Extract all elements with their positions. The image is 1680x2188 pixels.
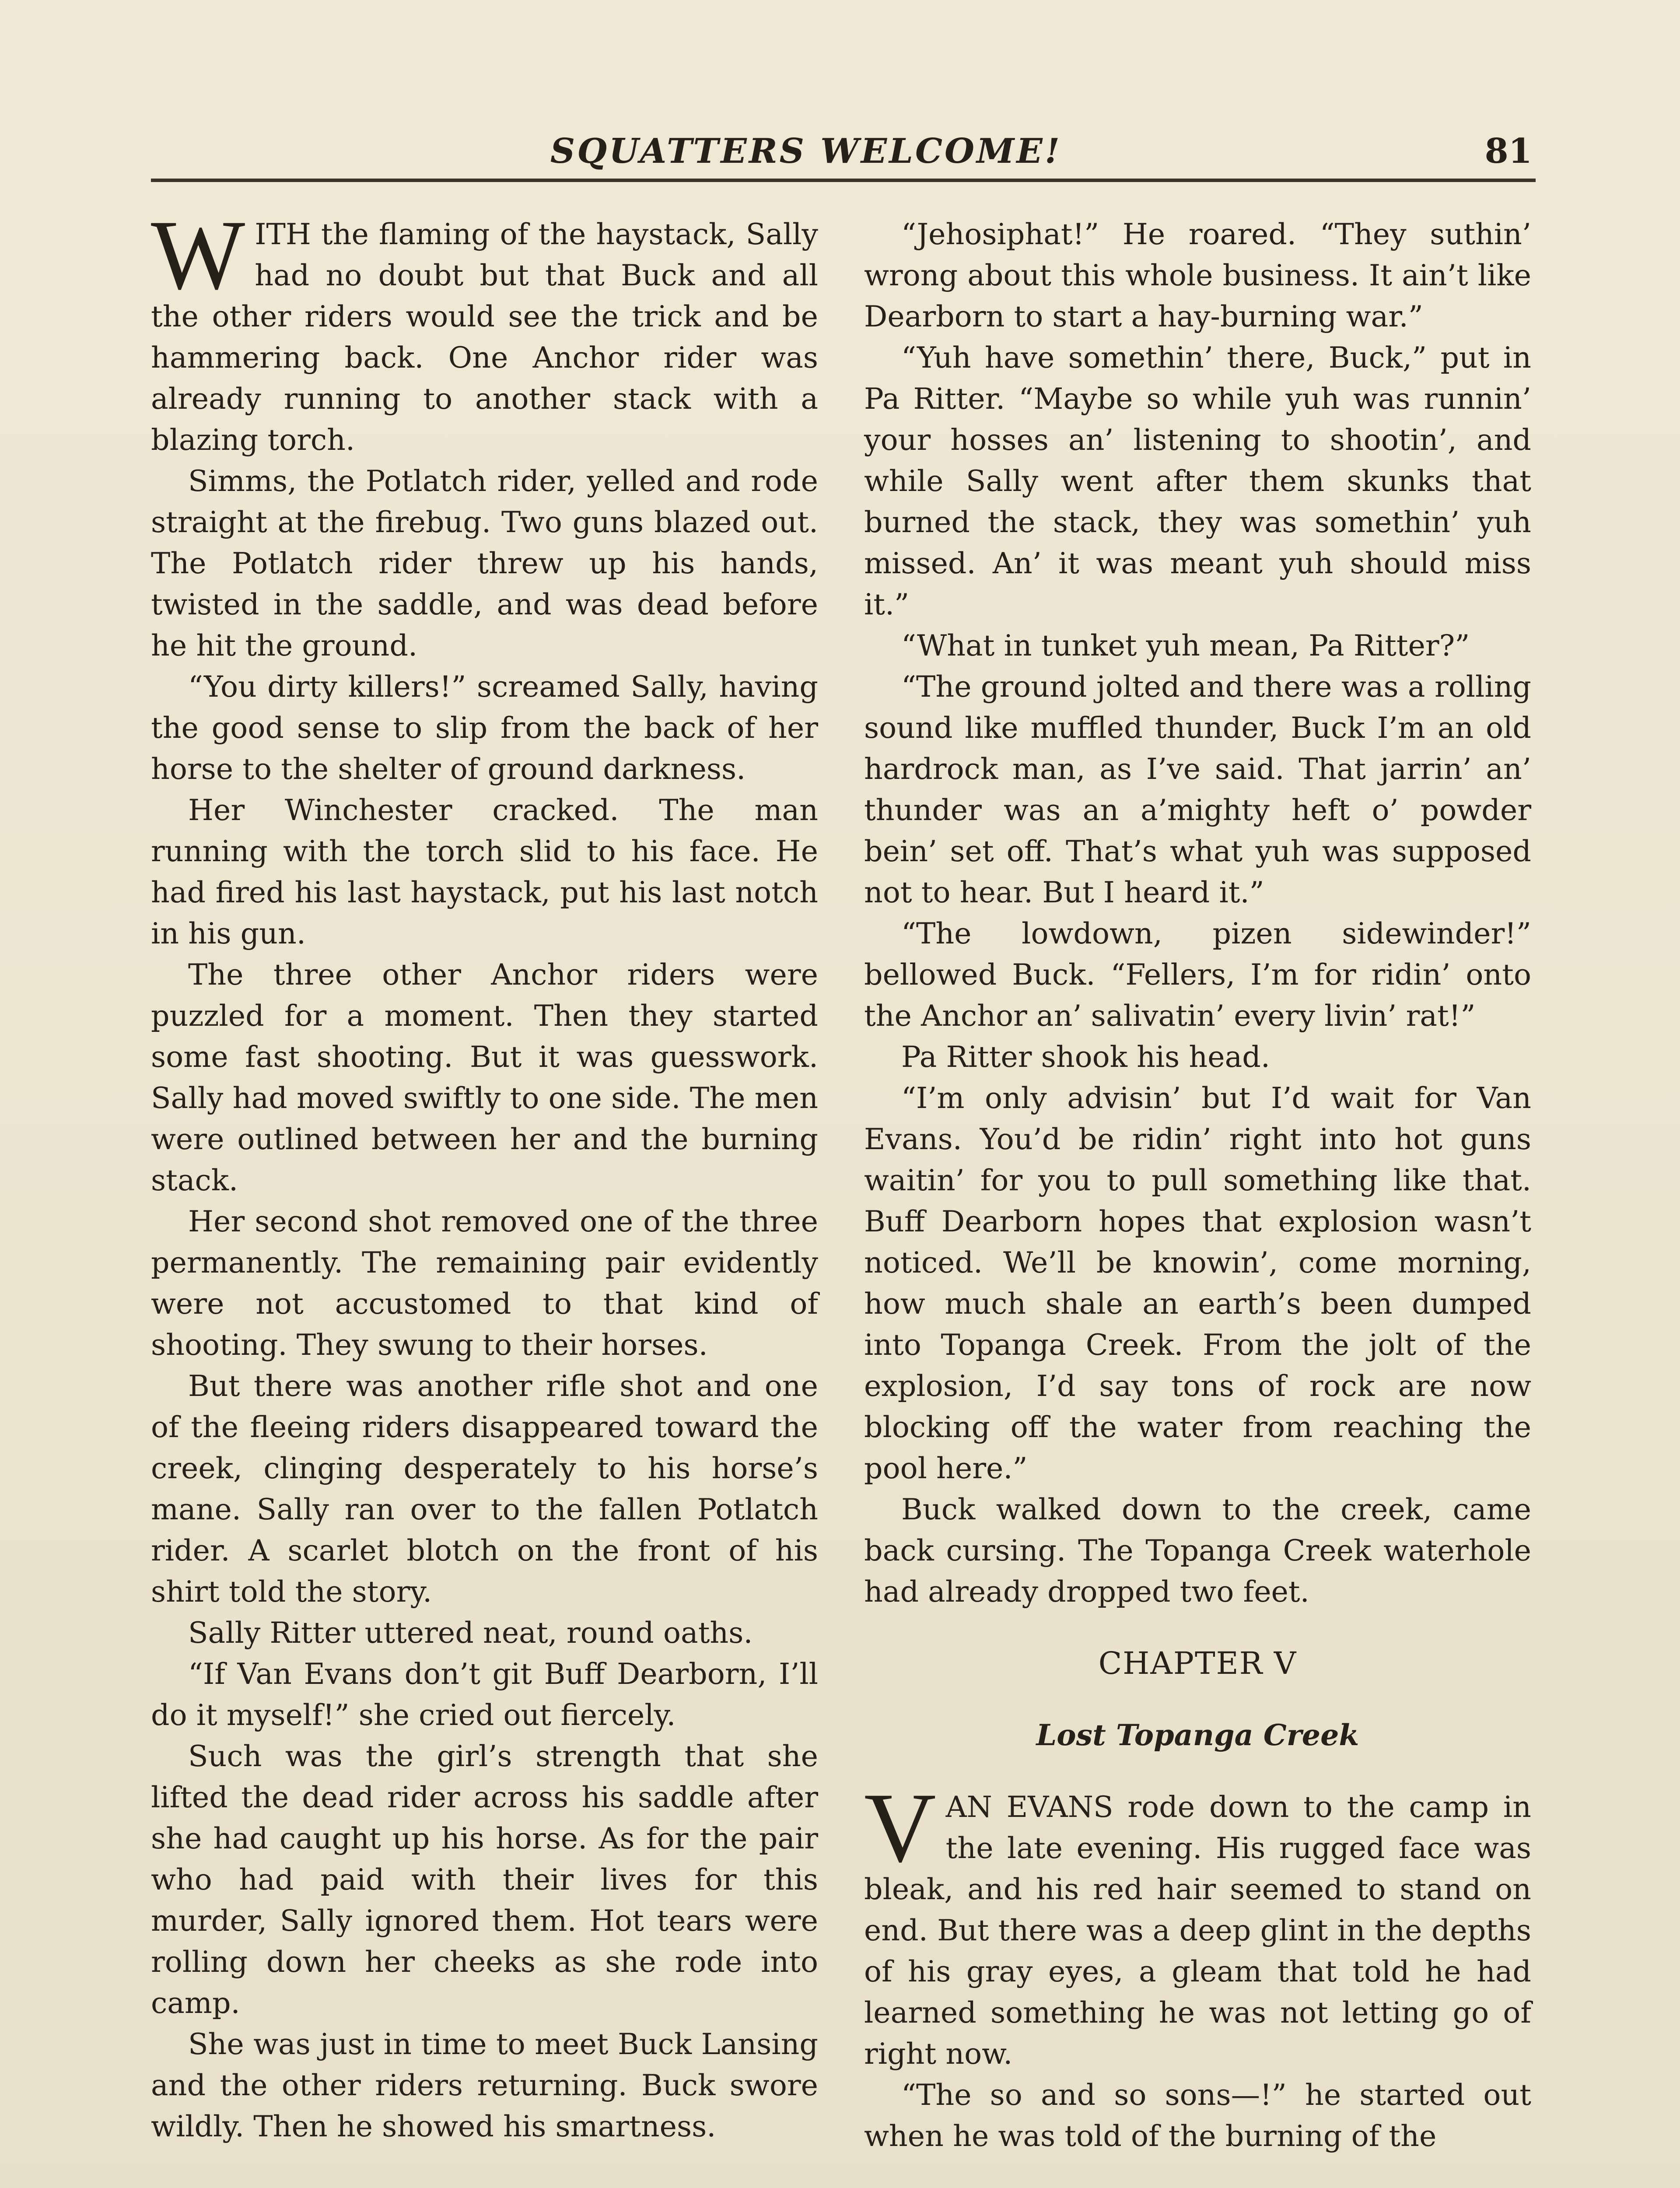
paragraph: The three other Anchor riders were puzzled for a moment. Then they started some fast shooting. But it was guesswork. Sally had moved swiftly to one side. The men were outlined between her and the burning stack. <box>151 957 818 1197</box>
paragraph: “I’m only advisin’ but I’d wait for Van Evans. You’d be ridin’ right into hot guns waitin’ for you to pull something like that. Buff Dearborn hopes that explosion wasn’t noticed. We’ll be knowin’, come morning, how much shale an earth’s been dumped into Topanga Creek. From the jolt of the explosion, I’d say tons of rock are now blocking off the water from reaching the pool here.” <box>864 1081 1531 1485</box>
paragraph-text: ITH the flaming of the haystack, Sally had no doubt but that Buck and all the other riders would see the trick and be hammering back. One Anchor rider was already running to another stack with a blazing torch. <box>151 217 818 457</box>
paragraph: Her second shot removed one of the three permanently. The remaining pair evidently were not accustomed to that kind of shooting. They swung to their horses. <box>151 1204 818 1362</box>
paragraph: “The ground jolted and there was a rolling sound like muffled thunder, Buck I’m an old hardrock man, as I’ve said. That jarrin’ an’ thunder was an a’mighty heft o’ powder bein’ set off. That’s what yuh was supposed not to hear. But I heard it.” <box>864 670 1531 909</box>
paragraph: “The lowdown, pizen sidewinder!” bellowed Buck. “Fellers, I’m for ridin’ onto the Anchor an’ salivatin’ every livin’ rat!” <box>864 916 1531 1033</box>
left-column <box>151 200 818 2147</box>
paragraph: Sally Ritter uttered neat, round oaths. <box>188 1616 753 1650</box>
running-header <box>151 131 1536 182</box>
paragraph: Simms, the Potlatch rider, yelled and rode straight at the firebug. Two guns blazed out. The Potlatch rider threw up his hands, twisted in the saddle, and was dead before he hit the ground. <box>151 464 818 663</box>
paragraph: She was just in time to meet Buck Lansing and the other riders returning. Buck swore wildly. Then he showed his smartness. <box>151 2027 818 2143</box>
drop-cap: V <box>864 1773 936 1883</box>
right-column <box>864 214 1531 2156</box>
paragraph: But there was another rifle shot and one of the fleeing riders disappeared toward the creek, clinging desperately to his horse’s mane. Sally ran over to the fallen Potlatch rider. A scarlet blotch on the front of his shirt told the story. <box>151 1369 818 1609</box>
chapter-heading: CHAPTER V <box>1098 1645 1297 1681</box>
drop-cap: W <box>151 200 245 310</box>
paragraph: Such was the girl’s strength that she lifted the dead rider across his saddle after she had caught up his horse. As for the pair who had paid with their lives for this murder, Sally ignored them. Hot tears were rolling down her cheeks as she rode into camp. <box>151 1739 818 2020</box>
header-title: SQUATTERS WELCOME! <box>550 131 1062 171</box>
paragraph: “What in tunket yuh mean, Pa Ritter?” <box>901 628 1470 663</box>
paragraph-text: AN EVANS rode down to the camp in the late evening. His rugged face was bleak, and his red hair seemed to stand on end. But there was a deep glint in the depths of his gray eyes, a gleam that told he had learned something he was not letting go of right now. <box>864 1790 1531 2071</box>
chapter-subtitle: Lost Topanga Creek <box>1036 1718 1359 1752</box>
paragraph <box>151 200 818 460</box>
paragraph: “You dirty killers!” screamed Sally, having the good sense to slip from the back of her horse to the shelter of ground darkness. <box>151 670 818 786</box>
paragraph: “The so and so sons—!” he started out when he was told of the burning of the <box>864 2078 1531 2153</box>
paragraph: “Yuh have somethin’ there, Buck,” put in Pa Ritter. “Maybe so while yuh was runnin’ your hosses an’ listening to shootin’, and while Sally went after them skunks that burned the stack, they was somethin’ yuh missed. An’ it was meant yuh should miss it.” <box>864 340 1531 621</box>
paragraph <box>864 1773 1531 2074</box>
paragraph: “Jehosiphat!” He roared. “They suthin’ wrong about this whole business. It ain’t like Dearborn to start a hay-burning war.” <box>864 217 1531 333</box>
paragraph: “If Van Evans don’t git Buff Dearborn, I’ll do it myself!” she cried out fiercely. <box>151 1657 818 1732</box>
paragraph: Pa Ritter shook his head. <box>901 1040 1270 1074</box>
paragraph: Buck walked down to the creek, came back cursing. The Topanga Creek waterhole had already dropped two feet. <box>864 1492 1531 1609</box>
paragraph: Her Winchester cracked. The man running with the torch slid to his face. He had fired his last haystack, put his last notch in his gun. <box>151 793 818 950</box>
page-number: 81 <box>1484 131 1532 171</box>
